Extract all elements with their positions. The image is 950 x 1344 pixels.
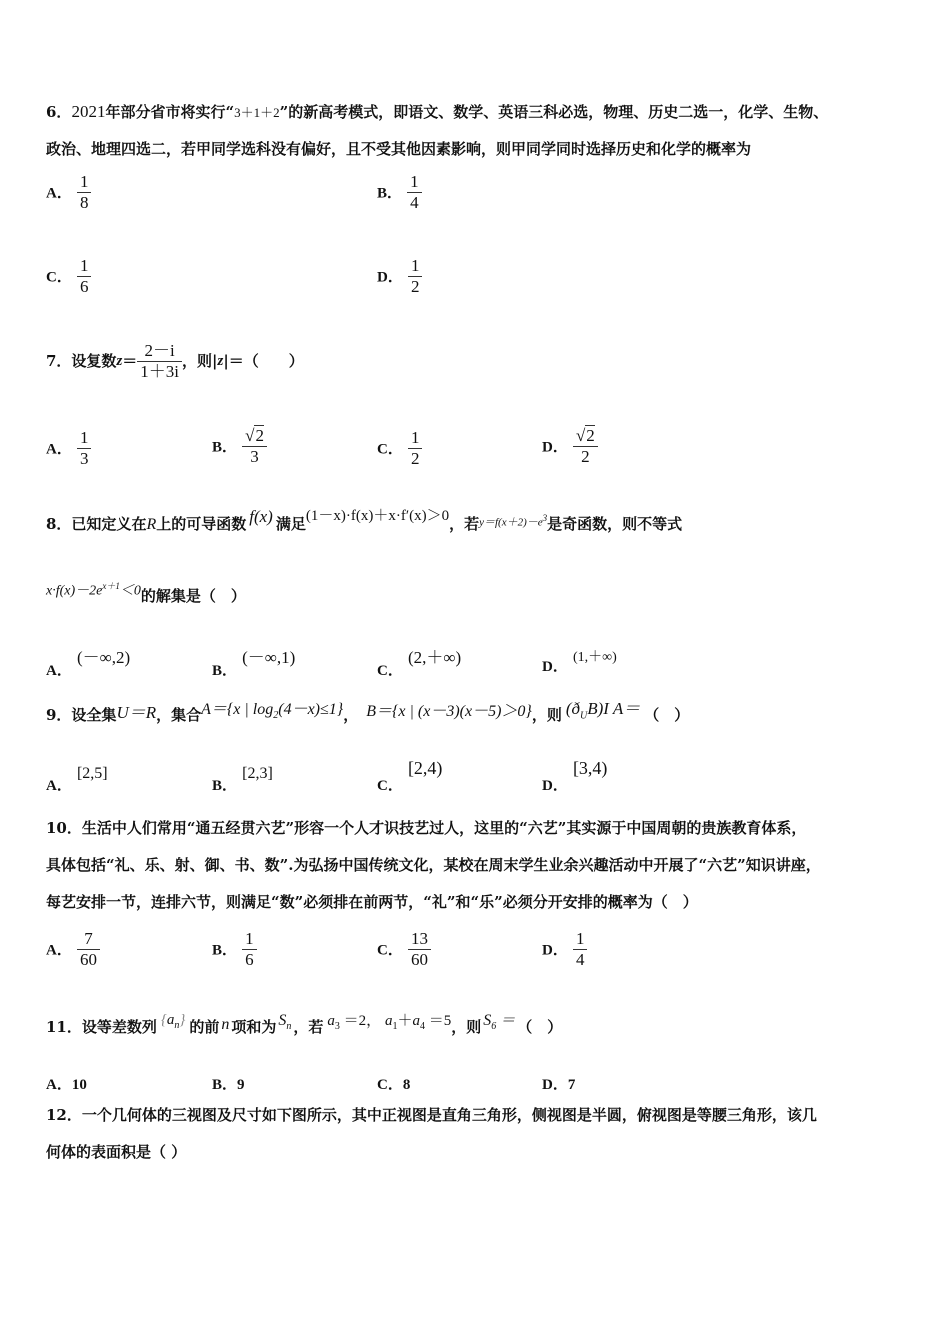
numerator: 2	[255, 426, 264, 445]
q12-line1: 12．一个几何体的三视图及尺寸如下图所示，其中正视图是直角三角形，侧视图是半圆，俯视图是等腰三角形，该几	[46, 1106, 817, 1124]
q7-tail1: ，则|	[182, 352, 218, 371]
q11-a3-val: ＝2，	[343, 1012, 382, 1029]
q7-stem	[46, 341, 304, 383]
q11-n: n	[221, 1015, 230, 1033]
q6-option-a[interactable]	[46, 172, 91, 214]
q12-line2: 何体的表面积是（ ）	[46, 1143, 187, 1161]
q11-s-sub: n	[286, 1021, 292, 1033]
option-label: D．	[542, 659, 568, 675]
q11-s6: S	[483, 1012, 492, 1029]
q11-a4-sub: 4	[419, 1020, 425, 1032]
option-label: C．	[377, 778, 403, 794]
q10-line2: 具体包括“礼、乐、射、御、书、数”.为弘扬中国传统文化，某校在周末学生业余兴趣活动中开展了“六艺”知识讲座，	[46, 856, 821, 874]
q10-line1: 10．生活中人们常用“通五经贯六艺”形容一个人才识技艺过人，这里的“六艺”其实源于中国周朝的贵族教育体系，	[46, 819, 807, 837]
q9-t2: ，则	[531, 706, 562, 725]
numerator: 1	[410, 256, 420, 275]
q10-option-d[interactable]	[542, 929, 587, 971]
q11-a1: a	[384, 1012, 393, 1029]
q9-expr-sub: U	[580, 710, 588, 722]
q6-year: 2021	[71, 102, 106, 121]
fraction	[77, 428, 92, 470]
fraction	[77, 929, 100, 971]
q8-condition: (1－x)·f(x)＋x·f′(x)＞0	[305, 508, 450, 524]
denominator: 3	[79, 449, 89, 469]
brace-left-icon: {	[160, 1011, 167, 1028]
sqrt-icon: √	[245, 426, 255, 445]
q9-expr2: B)I A＝	[587, 699, 641, 718]
option-label: B．	[212, 439, 238, 456]
q10-line3: 每艺安排一节，连排六节，则满足“数”必须排在前两节，“礼”和“乐”必须分开安排的概率为（ ）	[46, 893, 698, 911]
sqrt-icon: √	[575, 426, 586, 445]
q8-t3: ，若	[449, 515, 480, 533]
q11-plus: ＋	[397, 1012, 413, 1029]
fraction	[242, 929, 257, 971]
q11-option-a[interactable]: A．10	[46, 1077, 87, 1093]
denominator: 2	[410, 277, 420, 297]
q11-a3-sub: 3	[334, 1020, 340, 1032]
q11-t5: （ ）	[517, 1018, 563, 1037]
q7-eq: ＝	[122, 352, 138, 371]
option-label: A．	[46, 663, 72, 679]
q8-t4: 是奇函数，则不等式	[547, 515, 683, 533]
q6-option-c[interactable]	[46, 256, 91, 298]
q8-fx: f(x)	[249, 507, 273, 526]
q10-option-a[interactable]	[46, 929, 100, 971]
q11-a4-val: ＝5	[428, 1012, 452, 1029]
numerator: 1	[245, 929, 254, 948]
denominator: 4	[575, 950, 585, 970]
q11-s6-eq: ＝	[500, 1013, 516, 1029]
denominator: 60	[410, 950, 428, 970]
q8-stem-line2	[46, 581, 246, 605]
numerator: 7	[84, 929, 93, 948]
option-label: A．	[46, 778, 72, 794]
q11-a4: a	[412, 1012, 420, 1029]
option-label: C．	[377, 942, 403, 959]
denominator: 3	[250, 447, 259, 467]
option-label: B．	[212, 778, 238, 794]
q8-stem-line1	[46, 507, 683, 533]
q11-t1: 的前	[189, 1018, 220, 1037]
fraction	[407, 172, 422, 214]
numerator: 1	[79, 256, 89, 275]
q8-option-c[interactable]	[377, 643, 462, 679]
q6-text2: ”的新高考模式，即语文、数学、英语三科必选，物理、历史二选一，化学、生物、	[279, 103, 829, 121]
fraction	[77, 256, 92, 298]
q9-a2: (4－x)≤1}	[278, 701, 344, 719]
q8-r: R	[146, 515, 157, 533]
q11-seq	[161, 1013, 186, 1031]
option-value: (－∞,1)	[242, 648, 296, 667]
q9-stem	[46, 699, 690, 726]
numerator: 1	[79, 428, 89, 447]
option-label: D．	[542, 778, 568, 794]
option-label: C．	[46, 269, 72, 286]
q11-option-b[interactable]: B．9	[212, 1077, 245, 1093]
q10-option-b[interactable]	[212, 929, 257, 971]
fraction	[242, 426, 267, 468]
q7-tail2: |＝（ ）	[223, 352, 304, 371]
q11-t3: ，若	[293, 1018, 324, 1037]
option-label: C．	[377, 441, 403, 458]
q8-ineq-exp: x＋1	[102, 581, 120, 591]
q6-option-b[interactable]	[377, 172, 422, 214]
q9-option-d[interactable]	[542, 758, 608, 794]
fraction	[573, 426, 598, 468]
fraction	[408, 256, 423, 298]
q7-z: z	[116, 353, 123, 370]
q7-option-c[interactable]	[377, 428, 422, 470]
q9-b: B＝{x | (x－3)(x－5)＞0}	[366, 702, 532, 720]
q7-fraction	[137, 341, 182, 383]
option-label: C．	[377, 663, 403, 679]
fraction	[408, 428, 423, 470]
q7-number: 7．设复数	[46, 352, 117, 371]
numerator: 1	[575, 929, 585, 948]
q11-option-d[interactable]: D．7	[542, 1077, 576, 1093]
q10-option-c[interactable]	[377, 929, 431, 971]
q11-option-c[interactable]: C．8	[377, 1077, 411, 1093]
denominator: 1＋3i	[140, 362, 180, 382]
numerator: 2	[586, 426, 595, 445]
q8-t5: 的解集是（ ）	[140, 586, 246, 605]
option-label: A．	[46, 185, 72, 202]
q9-comma: ，	[343, 706, 359, 725]
q11-number: 11．设等差数列	[46, 1018, 157, 1037]
q8-ineq: x·f(x)－2e	[46, 583, 103, 599]
q8-option-a[interactable]	[46, 643, 131, 679]
fraction	[408, 929, 431, 971]
fraction	[573, 929, 588, 971]
q11-seq-sub: n	[174, 1019, 180, 1031]
denominator: 6	[245, 950, 254, 970]
numerator: 13	[410, 929, 428, 948]
q6-number: 6．	[46, 103, 72, 121]
q11-t4: ，则	[451, 1018, 482, 1037]
option-value: (1,＋∞)	[572, 650, 617, 665]
q7-option-a[interactable]	[46, 428, 91, 470]
denominator: 2	[581, 447, 590, 467]
option-value: [2,5]	[76, 765, 108, 782]
option-value: (2,＋∞)	[407, 648, 462, 667]
numerator: 2－i	[144, 341, 175, 360]
option-label: D．	[377, 269, 403, 286]
q6-formula: 3＋1＋2	[234, 105, 280, 120]
q8-option-b[interactable]	[212, 643, 296, 679]
brace-right-icon: }	[179, 1011, 186, 1028]
q6-line1	[46, 103, 828, 120]
option-value: [2,4)	[407, 758, 443, 778]
q7-option-d[interactable]	[542, 426, 598, 468]
option-value: [3,4)	[572, 758, 608, 778]
q11-t2: 项和为	[231, 1018, 277, 1037]
q9-option-c[interactable]	[377, 758, 443, 794]
q6-option-d[interactable]	[377, 256, 422, 298]
option-value: (－∞,2)	[76, 648, 131, 667]
q8-t2: 满足	[275, 515, 306, 533]
q11-stem	[46, 1011, 563, 1037]
q8-ineq2: ＜0	[119, 583, 141, 599]
q9-option-b[interactable]	[212, 762, 273, 794]
numerator: 1	[79, 172, 89, 191]
q9-expr: (ð	[565, 699, 580, 718]
q8-yexp: 3	[542, 513, 548, 524]
option-label: B．	[212, 942, 238, 959]
q9-t3: （ ）	[644, 706, 690, 725]
q9-u: U＝R	[116, 703, 157, 723]
q7-option-b[interactable]	[212, 426, 267, 468]
q8-number: 8．已知定义在	[46, 515, 147, 533]
fraction	[77, 172, 92, 214]
q11-seq-a: a	[166, 1011, 175, 1028]
option-label: B．	[377, 185, 403, 202]
q11-a1-sub: 1	[392, 1020, 398, 1032]
q8-t1: 上的可导函数	[156, 515, 247, 533]
q8-yexpr: y＝f(x＋2)－e	[479, 516, 543, 529]
option-label: B．	[212, 663, 238, 679]
numerator: 1	[410, 172, 419, 191]
denominator: 60	[79, 950, 97, 970]
denominator: 8	[79, 193, 89, 213]
option-label: A．	[46, 441, 72, 458]
q9-number: 9．设全集	[46, 706, 117, 725]
numerator: 1	[410, 428, 420, 447]
denominator: 4	[410, 193, 419, 213]
option-label: D．	[542, 942, 568, 959]
option-label: A．	[46, 942, 72, 959]
q9-a-sub: 2	[273, 710, 279, 722]
q11-a3: a	[327, 1012, 335, 1029]
q6-line2: 政治、地理四选二，若甲同学选科没有偏好，且不受其他因素影响，则甲同学同时选择历史和化学的概率为	[46, 140, 752, 158]
q11-s: S	[278, 1012, 287, 1029]
denominator: 6	[79, 277, 89, 297]
q9-a: A＝{x | log	[201, 701, 274, 719]
option-value: [2,3]	[242, 765, 273, 782]
q8-option-d[interactable]	[542, 645, 617, 675]
q7-z2: z	[217, 353, 224, 370]
q9-option-a[interactable]	[46, 762, 108, 794]
denominator: 2	[410, 449, 420, 469]
q11-s6-sub: 6	[491, 1021, 497, 1033]
q6-text1: 年部分省市将实行“	[105, 103, 235, 121]
q9-t1: ，集合	[156, 706, 202, 725]
option-label: D．	[542, 439, 568, 456]
